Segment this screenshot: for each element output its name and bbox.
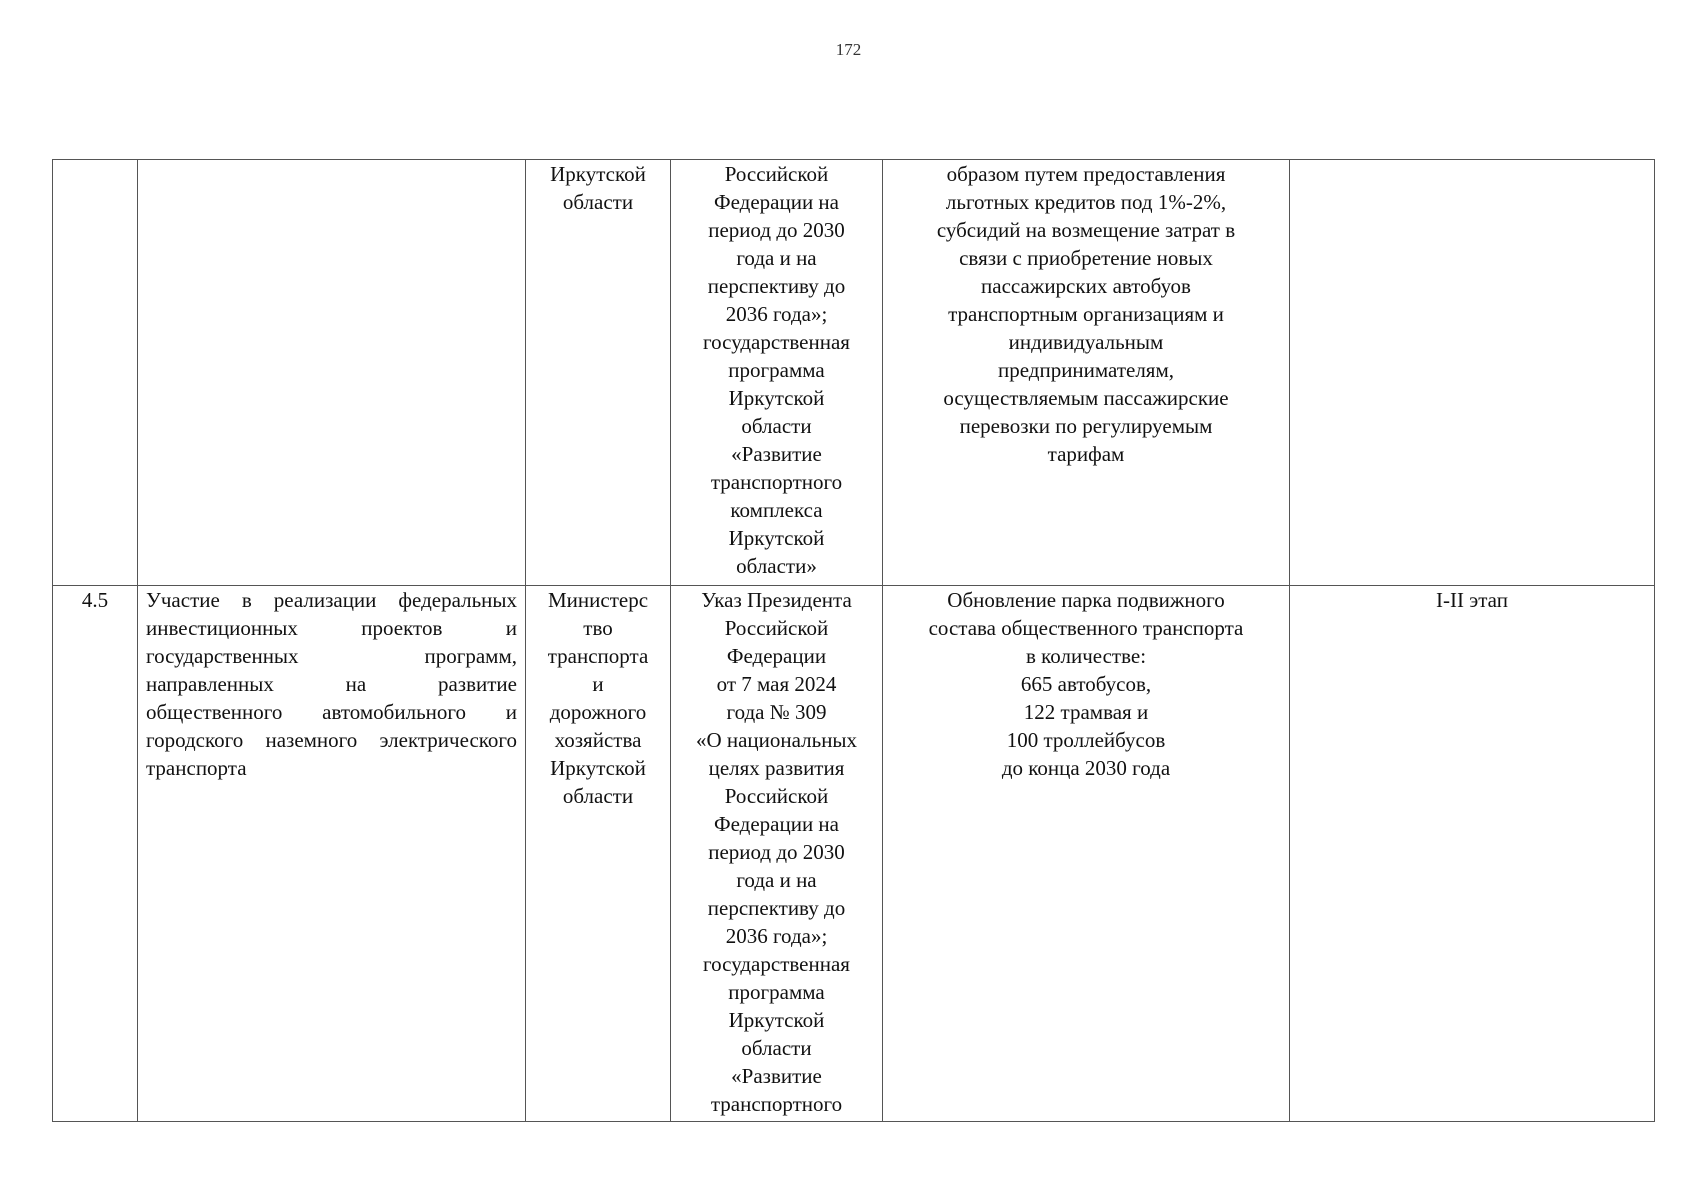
- cell-basis: Российской Федерации на период до 2030 года и на перспективу до 2036 года»; государственная программа Иркутской области «Развитие транспортного комплекса Иркутской области»: [671, 160, 883, 586]
- cell-basis: Указ Президента Российской Федерации от 7 мая 2024 года № 309 «О национальных целях развития Российской Федерации на период до 2030 года и на перспективу до 2036 года»; государственная программа Иркутской области «Развитие транспортного: [671, 586, 883, 1122]
- cell-number: 4.5: [53, 586, 138, 1122]
- cell-activity: [138, 160, 526, 586]
- page-number: 172: [835, 40, 862, 59]
- cell-result: образом путем предоставления льготных кредитов под 1%-2%, субсидий на возмещение затрат в связи с приобретение новых пассажирских автобуов транспортным организациям и индивидуальным предпринимателям, осуществляемым пассажирские перевозки по регулируемым тарифам: [883, 160, 1290, 586]
- cell-responsible: Иркутской области: [526, 160, 671, 586]
- cell-result: Обновление парка подвижного состава общественного транспорта в количестве: 665 автобусов, 122 трамвая и 100 троллейбусов до конца 2030 года: [883, 586, 1290, 1122]
- cell-number: [53, 160, 138, 586]
- cell-stage: [1290, 160, 1655, 586]
- cell-stage: I-II этап: [1290, 586, 1655, 1122]
- table-row: [53, 586, 1655, 1122]
- cell-responsible: Министерс тво транспорта и дорожного хозяйства Иркутской области: [526, 586, 671, 1122]
- cell-activity: Участие в реализации федеральных инвестиционных проектов и государственных программ, направленных на развитие общественного автомобильного и городского наземного электрического транспорта: [138, 586, 526, 1122]
- table-row: [53, 160, 1655, 586]
- document-table: [52, 159, 1655, 1122]
